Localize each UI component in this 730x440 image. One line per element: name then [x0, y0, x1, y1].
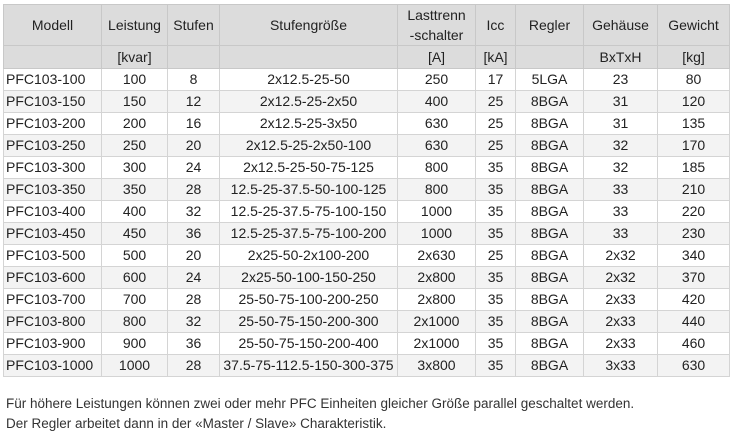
- table-row: [4, 157, 730, 179]
- cell-icc: 35: [476, 289, 516, 311]
- cell-leistung: 700: [102, 289, 168, 311]
- unit-regler: [516, 46, 584, 69]
- cell-gehaeuse: 2x32: [584, 245, 658, 267]
- cell-stufengroesse: 2x12.5-25-50: [220, 69, 398, 91]
- cell-gehaeuse: 32: [584, 135, 658, 157]
- table-row: [4, 289, 730, 311]
- cell-modell: PFC103-600: [4, 267, 102, 289]
- cell-gewicht: 135: [658, 113, 730, 135]
- cell-regler: 8BGA: [516, 289, 584, 311]
- cell-gewicht: 80: [658, 69, 730, 91]
- cell-regler: 8BGA: [516, 179, 584, 201]
- cell-regler: 8BGA: [516, 91, 584, 113]
- table-row: [4, 333, 730, 355]
- header-icc: Icc: [476, 5, 516, 46]
- cell-stufengroesse: 12.5-25-37.5-75-100-200: [220, 223, 398, 245]
- cell-regler: 8BGA: [516, 113, 584, 135]
- cell-stufen: 28: [168, 289, 220, 311]
- cell-gewicht: 420: [658, 289, 730, 311]
- cell-icc: 25: [476, 135, 516, 157]
- cell-leistung: 600: [102, 267, 168, 289]
- unit-gehaeuse: BxTxH: [584, 46, 658, 69]
- cell-modell: PFC103-800: [4, 311, 102, 333]
- unit-stufen: [168, 46, 220, 69]
- cell-lasttrennschalter: 2x800: [398, 289, 476, 311]
- cell-lasttrennschalter: 2x1000: [398, 311, 476, 333]
- cell-gehaeuse: 33: [584, 201, 658, 223]
- table-row: [4, 311, 730, 333]
- cell-leistung: 100: [102, 69, 168, 91]
- cell-leistung: 350: [102, 179, 168, 201]
- table-row: [4, 135, 730, 157]
- table-row: [4, 113, 730, 135]
- cell-stufengroesse: 12.5-25-37.5-75-100-150: [220, 201, 398, 223]
- cell-leistung: 150: [102, 91, 168, 113]
- cell-lasttrennschalter: 1000: [398, 223, 476, 245]
- cell-modell: PFC103-1000: [4, 355, 102, 377]
- cell-icc: 35: [476, 267, 516, 289]
- cell-stufengroesse: 25-50-75-100-200-250: [220, 289, 398, 311]
- cell-gehaeuse: 33: [584, 179, 658, 201]
- header-lasttrennschalter: Lasttrenn -schalter: [398, 5, 476, 46]
- cell-stufen: 32: [168, 201, 220, 223]
- cell-leistung: 900: [102, 333, 168, 355]
- footnote-line-1: Für höhere Leistungen können zwei oder mehr PFC Einheiten gleicher Größe parallel geschaltet werden.: [6, 396, 635, 411]
- cell-modell: PFC103-250: [4, 135, 102, 157]
- cell-gewicht: 120: [658, 91, 730, 113]
- cell-gewicht: 340: [658, 245, 730, 267]
- table-row: [4, 355, 730, 377]
- cell-gehaeuse: 23: [584, 69, 658, 91]
- cell-icc: 35: [476, 355, 516, 377]
- footnote: [6, 394, 726, 434]
- cell-icc: 35: [476, 157, 516, 179]
- cell-regler: 8BGA: [516, 157, 584, 179]
- cell-modell: PFC103-300: [4, 157, 102, 179]
- cell-leistung: 400: [102, 201, 168, 223]
- cell-icc: 35: [476, 223, 516, 245]
- cell-icc: 17: [476, 69, 516, 91]
- cell-stufen: 20: [168, 245, 220, 267]
- cell-gehaeuse: 32: [584, 157, 658, 179]
- cell-stufengroesse: 2x12.5-25-50-75-125: [220, 157, 398, 179]
- cell-stufen: 24: [168, 267, 220, 289]
- cell-lasttrennschalter: 2x800: [398, 267, 476, 289]
- cell-stufengroesse: 37.5-75-112.5-150-300-375: [220, 355, 398, 377]
- cell-regler: 8BGA: [516, 201, 584, 223]
- table-row: [4, 201, 730, 223]
- cell-lasttrennschalter: 630: [398, 113, 476, 135]
- cell-regler: 8BGA: [516, 135, 584, 157]
- cell-stufengroesse: 25-50-75-150-200-300: [220, 311, 398, 333]
- cell-icc: 35: [476, 179, 516, 201]
- cell-gewicht: 460: [658, 333, 730, 355]
- cell-icc: 25: [476, 113, 516, 135]
- cell-gewicht: 220: [658, 201, 730, 223]
- table-row: [4, 267, 730, 289]
- cell-lasttrennschalter: 2x1000: [398, 333, 476, 355]
- cell-icc: 25: [476, 245, 516, 267]
- cell-lasttrennschalter: 800: [398, 179, 476, 201]
- cell-modell: PFC103-100: [4, 69, 102, 91]
- footnote-line-2: Der Regler arbeitet dann in der «Master / Slave» Charakteristik.: [6, 416, 387, 431]
- header-stufen: Stufen: [168, 5, 220, 46]
- cell-icc: 35: [476, 311, 516, 333]
- cell-stufen: 36: [168, 333, 220, 355]
- cell-gehaeuse: 31: [584, 91, 658, 113]
- cell-modell: PFC103-200: [4, 113, 102, 135]
- table-row: [4, 91, 730, 113]
- cell-stufen: 20: [168, 135, 220, 157]
- header-gewicht: Gewicht: [658, 5, 730, 46]
- cell-leistung: 200: [102, 113, 168, 135]
- table-row: [4, 69, 730, 91]
- cell-gehaeuse: 3x33: [584, 355, 658, 377]
- cell-stufen: 16: [168, 113, 220, 135]
- cell-regler: 8BGA: [516, 267, 584, 289]
- cell-regler: 8BGA: [516, 223, 584, 245]
- cell-stufengroesse: 2x12.5-25-2x50-100: [220, 135, 398, 157]
- header-regler: Regler: [516, 5, 584, 46]
- cell-stufengroesse: 2x25-50-2x100-200: [220, 245, 398, 267]
- cell-leistung: 300: [102, 157, 168, 179]
- cell-leistung: 1000: [102, 355, 168, 377]
- cell-gehaeuse: 2x33: [584, 289, 658, 311]
- cell-gewicht: 630: [658, 355, 730, 377]
- pfc-spec-table: [3, 4, 730, 377]
- cell-gewicht: 440: [658, 311, 730, 333]
- header-leistung: Leistung: [102, 5, 168, 46]
- cell-lasttrennschalter: 250: [398, 69, 476, 91]
- cell-lasttrennschalter: 400: [398, 91, 476, 113]
- header-modell: Modell: [4, 5, 102, 46]
- cell-modell: PFC103-150: [4, 91, 102, 113]
- cell-leistung: 800: [102, 311, 168, 333]
- cell-modell: PFC103-500: [4, 245, 102, 267]
- cell-modell: PFC103-900: [4, 333, 102, 355]
- cell-lasttrennschalter: 630: [398, 135, 476, 157]
- table-body: [4, 69, 730, 377]
- cell-modell: PFC103-700: [4, 289, 102, 311]
- cell-stufen: 32: [168, 311, 220, 333]
- cell-lasttrennschalter: 2x630: [398, 245, 476, 267]
- cell-stufen: 24: [168, 157, 220, 179]
- cell-gehaeuse: 2x33: [584, 333, 658, 355]
- cell-leistung: 450: [102, 223, 168, 245]
- header-stufengroesse: Stufengröße: [220, 5, 398, 46]
- unit-stufengroesse: [220, 46, 398, 69]
- cell-gewicht: 170: [658, 135, 730, 157]
- cell-stufen: 28: [168, 179, 220, 201]
- cell-icc: 25: [476, 91, 516, 113]
- unit-modell: [4, 46, 102, 69]
- cell-stufengroesse: 12.5-25-37.5-50-100-125: [220, 179, 398, 201]
- cell-lasttrennschalter: 1000: [398, 201, 476, 223]
- cell-stufen: 8: [168, 69, 220, 91]
- cell-gewicht: 185: [658, 157, 730, 179]
- cell-modell: PFC103-400: [4, 201, 102, 223]
- unit-icc: [kA]: [476, 46, 516, 69]
- cell-stufengroesse: 2x12.5-25-2x50: [220, 91, 398, 113]
- cell-regler: 8BGA: [516, 333, 584, 355]
- cell-gewicht: 370: [658, 267, 730, 289]
- unit-leistung: [kvar]: [102, 46, 168, 69]
- cell-leistung: 500: [102, 245, 168, 267]
- cell-lasttrennschalter: 3x800: [398, 355, 476, 377]
- cell-gehaeuse: 31: [584, 113, 658, 135]
- cell-lasttrennschalter: 800: [398, 157, 476, 179]
- cell-gewicht: 210: [658, 179, 730, 201]
- cell-stufen: 28: [168, 355, 220, 377]
- cell-leistung: 250: [102, 135, 168, 157]
- cell-regler: 8BGA: [516, 311, 584, 333]
- cell-modell: PFC103-450: [4, 223, 102, 245]
- cell-icc: 35: [476, 333, 516, 355]
- header-gehaeuse: Gehäuse: [584, 5, 658, 46]
- cell-gehaeuse: 2x33: [584, 311, 658, 333]
- cell-stufen: 12: [168, 91, 220, 113]
- cell-stufengroesse: 2x12.5-25-3x50: [220, 113, 398, 135]
- cell-regler: 5LGA: [516, 69, 584, 91]
- cell-stufen: 36: [168, 223, 220, 245]
- cell-stufengroesse: 25-50-75-150-200-400: [220, 333, 398, 355]
- cell-modell: PFC103-350: [4, 179, 102, 201]
- unit-gewicht: [kg]: [658, 46, 730, 69]
- cell-regler: 8BGA: [516, 355, 584, 377]
- table-row: [4, 223, 730, 245]
- cell-icc: 35: [476, 201, 516, 223]
- table-header: [4, 5, 730, 69]
- cell-regler: 8BGA: [516, 245, 584, 267]
- cell-stufengroesse: 2x25-50-100-150-250: [220, 267, 398, 289]
- table-row: [4, 179, 730, 201]
- unit-lasttrennschalter: [A]: [398, 46, 476, 69]
- table-row: [4, 245, 730, 267]
- cell-gehaeuse: 2x32: [584, 267, 658, 289]
- cell-gewicht: 230: [658, 223, 730, 245]
- cell-gehaeuse: 33: [584, 223, 658, 245]
